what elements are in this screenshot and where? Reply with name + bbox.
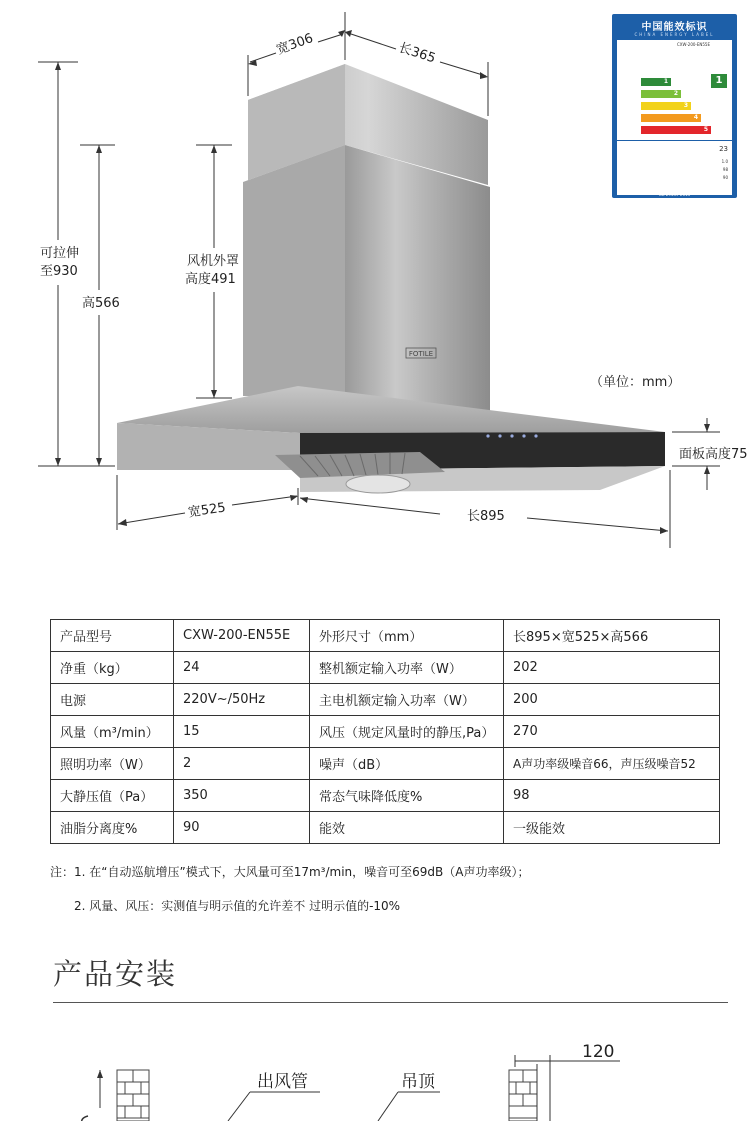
note-2: 2. 风量、风压：实测值与明示值的允许差不 过明示值的-10% (74, 899, 401, 913)
table-cell: 外形尺寸（mm） (310, 620, 504, 652)
table-row (51, 652, 720, 684)
ceiling-label: 吊顶 (401, 1072, 435, 1092)
table-cell: 净重（kg） (51, 652, 174, 684)
table-cell: 15 (174, 716, 310, 748)
table-cell: 270 (504, 716, 720, 748)
energy-row-2-value: 1.0 (721, 159, 728, 164)
panel-height-label: 面板高度75 (679, 447, 748, 462)
energy-label-standard: GB 29539-2013 (658, 192, 691, 197)
install-divider (53, 1002, 728, 1003)
top-width-label: 宽306 (274, 30, 316, 59)
energy-label-model: CXW-200-EN55E (677, 42, 710, 47)
energy-row-2 (621, 159, 728, 164)
energy-row-4-value: 90 (722, 175, 728, 180)
table-cell: 能效 (310, 812, 504, 844)
brand-badge: FOTILE (408, 350, 434, 358)
fan-cover-label-2: 高度491 (185, 272, 236, 287)
bottom-width-label: 宽525 (187, 500, 227, 521)
note-1: 注：1. 在“自动巡航增压”模式下，大风量可至17m³/min，噪音可至69dB（A声功率级）； (50, 865, 530, 879)
dimension-120-label: 120 (582, 1042, 615, 1062)
right-brick-wall (509, 1070, 537, 1121)
grade-bar-2: 2 (641, 90, 681, 98)
energy-row-4 (621, 175, 728, 180)
table-cell: 350 (174, 780, 310, 812)
table-cell: 油脂分离度% (51, 812, 174, 844)
table-row (51, 812, 720, 844)
unit-label: （单位：mm） (590, 375, 681, 390)
table-row (51, 620, 720, 652)
energy-row-3 (621, 167, 728, 172)
top-length-label: 长365 (396, 40, 438, 67)
install-title: 产品安装 (53, 957, 178, 991)
table-cell: 大静压值（Pa） (51, 780, 174, 812)
table-cell: 电源 (51, 684, 174, 716)
grade-bar-3: 3 (641, 102, 691, 110)
table-row (51, 716, 720, 748)
extendable-label-2: 至930 (40, 264, 78, 279)
table-cell: A声功率级噪音66，声压级噪音52 (504, 748, 720, 780)
energy-label-panel (617, 140, 732, 195)
spec-table (50, 619, 720, 844)
left-brick-wall (117, 1070, 149, 1121)
table-row (51, 780, 720, 812)
energy-label (612, 14, 737, 198)
energy-label-title: 中国能效标识 (641, 22, 708, 33)
current-grade-badge: 1 (711, 74, 727, 88)
table-row (51, 684, 720, 716)
fan-cover-label-1: 风机外罩 (187, 254, 240, 269)
table-cell: 2 (174, 748, 310, 780)
hood-body (117, 386, 665, 493)
table-cell: 整机额定输入功率（W） (310, 652, 504, 684)
grade-bar-1: 1 (641, 78, 671, 86)
table-cell: 一级能效 (504, 812, 720, 844)
height-label: 高566 (82, 296, 120, 311)
table-cell: 照明功率（W） (51, 748, 174, 780)
efficiency-row (621, 145, 728, 153)
table-cell: 风量（m³/min） (51, 716, 174, 748)
efficiency-value: 23 (719, 145, 728, 153)
table-row (51, 748, 720, 780)
table-cell: 产品型号 (51, 620, 174, 652)
install-diagram (0, 1030, 750, 1121)
table-cell: 常态气味降低度% (310, 780, 504, 812)
table-cell: 长895×宽525×高566 (504, 620, 720, 652)
oil-cup (346, 475, 410, 493)
bottom-length-label: 长895 (467, 509, 505, 524)
table-cell: 202 (504, 652, 720, 684)
grade-bar-4: 4 (641, 114, 701, 122)
grade-bar-5: 5 (641, 126, 711, 134)
table-cell: CXW-200-EN55E (174, 620, 310, 652)
energy-row-3-value: 98 (722, 167, 728, 172)
table-cell: 90 (174, 812, 310, 844)
extendable-label-1: 可拉伸 (40, 246, 80, 261)
table-cell: 主电机额定输入功率（W） (310, 684, 504, 716)
duct-label: 出风管 (257, 1072, 308, 1092)
energy-label-subtitle: CHINA ENERGY LABEL (634, 32, 715, 37)
table-cell: 200 (504, 684, 720, 716)
table-cell: 220V~/50Hz (174, 684, 310, 716)
chimney-lower (243, 145, 490, 412)
table-cell: 24 (174, 652, 310, 684)
table-cell: 98 (504, 780, 720, 812)
table-cell: 噪声（dB） (310, 748, 504, 780)
table-cell: 风压（规定风量时的静压,Pa） (310, 716, 504, 748)
